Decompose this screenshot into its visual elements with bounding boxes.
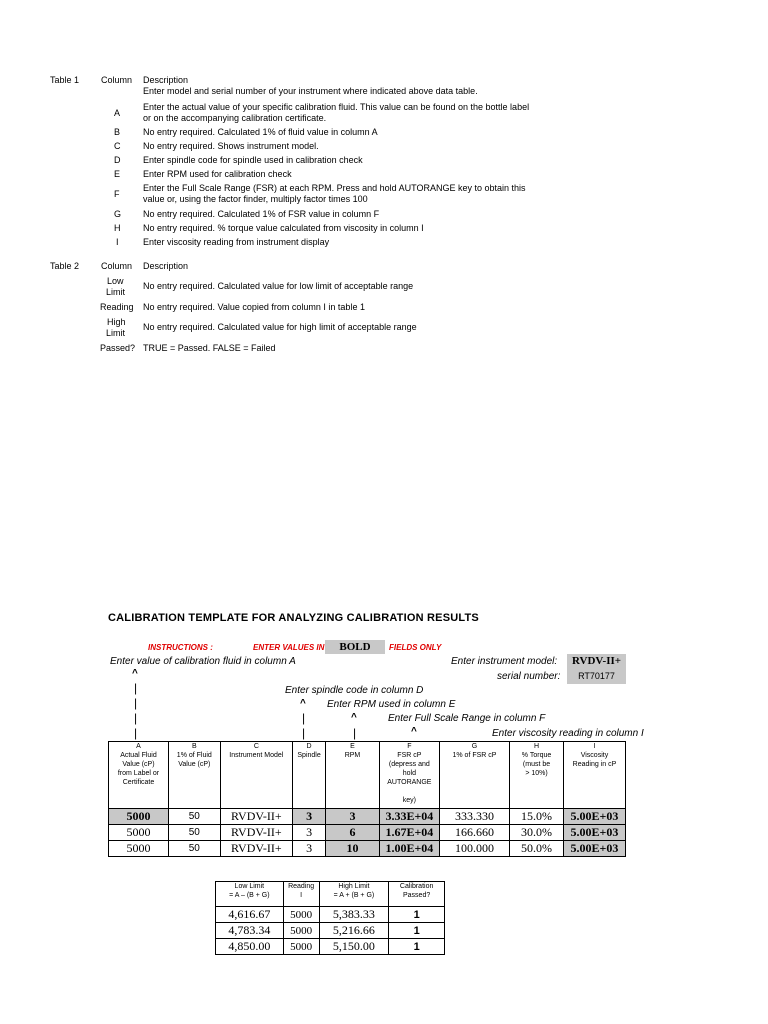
table2-desc-low: No entry required. Calculated value for low limit of acceptable range [143, 281, 414, 291]
table1-col-d: D [114, 155, 121, 165]
bold-example-box: BOLD [325, 640, 385, 654]
results-row-1 [216, 907, 445, 923]
cell-viscosity-reading[interactable]: 5.00E+03 [563, 809, 625, 825]
table1-column-header: Column [101, 75, 133, 85]
results-header-reading: Reading I [283, 882, 319, 907]
table2-column-header: Column [101, 261, 133, 271]
calibration-row-3 [109, 841, 626, 857]
enter-values-text: ENTER VALUES IN [253, 643, 325, 652]
pipe-col-a-3: | [134, 711, 138, 725]
pipe-col-e: | [353, 726, 357, 740]
hint-viscosity: Enter viscosity reading in column I [492, 728, 644, 739]
pipe-col-a-2: | [134, 696, 138, 710]
table1-label: Table 1 [50, 75, 80, 85]
results-row-3 [216, 939, 445, 955]
table1-description-header: Description [143, 75, 189, 85]
header-col-f: F FSR cP (depress and hold AUTORANGE key) [379, 742, 439, 809]
calibration-row-2 [109, 825, 626, 841]
cell-fluid-value: 5000 [109, 841, 169, 857]
header-col-c: C Instrument Model [220, 742, 292, 809]
results-table [215, 881, 445, 955]
cell-low-limit: 4,783.34 [216, 923, 284, 939]
table1-col-g: G [114, 209, 122, 219]
cell-instrument-model: RVDV-II+ [220, 841, 292, 857]
cell-spindle: 3 [293, 825, 326, 841]
table2-col-high-1: High [107, 317, 126, 327]
cell-instrument-model: RVDV-II+ [220, 809, 292, 825]
header-col-d: D Spindle [293, 742, 326, 809]
cell-viscosity-reading[interactable]: 5.00E+03 [563, 825, 625, 841]
table1-desc-a-2: or on the accompanying calibration certificate. [143, 113, 327, 123]
cell-instrument-model: RVDV-II+ [220, 825, 292, 841]
cell-torque: 15.0% [510, 809, 564, 825]
caret-col-f: ^ [411, 726, 417, 737]
cell-one-percent-fsr: 166.660 [439, 825, 509, 841]
table2-desc-reading: No entry required. Value copied from column I in table 1 [143, 302, 365, 312]
results-header-passed: Calibration Passed? [389, 882, 445, 907]
pipe-col-d-2: | [302, 726, 306, 740]
pipe-col-a-1: | [134, 681, 138, 695]
calibration-table [108, 741, 626, 857]
table1-col-c: C [114, 141, 121, 151]
cell-viscosity-reading[interactable]: 5.00E+03 [563, 841, 625, 857]
cell-one-percent-fsr: 333.330 [439, 809, 509, 825]
table2-label: Table 2 [50, 261, 80, 271]
table2-col-passed: Passed? [100, 343, 136, 353]
results-header-row [216, 882, 445, 907]
hint-rpm: Enter RPM used in column E [327, 699, 456, 710]
caret-col-a: ^ [132, 668, 138, 679]
cell-torque: 30.0% [510, 825, 564, 841]
table1-desc-a-1: Enter the actual value of your specific calibration fluid. This value can be found on the bottle label [143, 102, 530, 112]
table1-desc-i: Enter viscosity reading from instrument display [143, 237, 330, 247]
cell-spindle: 3 [293, 841, 326, 857]
cell-spindle[interactable]: 3 [293, 809, 326, 825]
calibration-header-row [109, 742, 626, 809]
table1-col-h: H [114, 223, 121, 233]
cell-one-percent-fsr: 100.000 [439, 841, 509, 857]
cell-fluid-value[interactable]: 5000 [109, 809, 169, 825]
results-row-2 [216, 923, 445, 939]
table1-desc-f-2: value or, using the factor finder, multiply factor times 100 [143, 194, 368, 204]
model-input[interactable]: RVDV-II+ [567, 654, 626, 669]
table2-col-high-2: Limit [106, 328, 126, 338]
table1-desc-b: No entry required. Calculated 1% of fluid value in column A [143, 127, 378, 137]
caret-col-d: ^ [300, 698, 306, 709]
caret-col-e: ^ [351, 712, 357, 723]
cell-one-percent-fluid: 50 [168, 809, 220, 825]
table1-desc-h: No entry required. % torque value calculated from viscosity in column I [143, 223, 424, 233]
table1-col-a: A [114, 108, 121, 118]
table1-desc-f-1: Enter the Full Scale Range (FSR) at each RPM. Press and hold AUTORANGE key to obtain this [143, 183, 526, 193]
cell-high-limit: 5,216.66 [319, 923, 389, 939]
cell-fluid-value: 5000 [109, 825, 169, 841]
instructions-label: INSTRUCTIONS : [148, 643, 213, 652]
cell-torque: 50.0% [510, 841, 564, 857]
results-header-high-limit: High Limit = A + (B + G) [319, 882, 389, 907]
table2-desc-high: No entry required. Calculated value for high limit of acceptable range [143, 322, 417, 332]
table1-desc-c: No entry required. Shows instrument model. [143, 141, 319, 151]
table1-desc-e: Enter RPM used for calibration check [143, 169, 292, 179]
cell-passed: 1 [389, 923, 445, 939]
cell-high-limit: 5,150.00 [319, 939, 389, 955]
table1-col-f: F [114, 189, 120, 199]
cell-reading: 5000 [283, 907, 319, 923]
calibration-row-1 [109, 809, 626, 825]
table2-col-reading: Reading [100, 302, 134, 312]
cell-fsr[interactable]: 1.67E+04 [379, 825, 439, 841]
table1-desc-d: Enter spindle code for spindle used in calibration check [143, 155, 363, 165]
table1-col-b: B [114, 127, 121, 137]
cell-low-limit: 4,616.67 [216, 907, 284, 923]
cell-one-percent-fluid: 50 [168, 825, 220, 841]
pipe-col-d-1: | [302, 711, 306, 725]
cell-one-percent-fluid: 50 [168, 841, 220, 857]
table1-col-i: I [116, 237, 119, 247]
hint-fsr: Enter Full Scale Range in column F [388, 713, 546, 724]
table2-col-low-1: Low [107, 276, 124, 286]
serial-label: serial number: [497, 671, 561, 682]
fields-only-text: FIELDS ONLY [389, 643, 442, 652]
template-title: CALIBRATION TEMPLATE FOR ANALYZING CALIBRATION RESULTS [108, 612, 479, 624]
table2-col-low-2: Limit [106, 287, 126, 297]
hint-spindle: Enter spindle code in column D [285, 685, 424, 696]
cell-fsr[interactable]: 3.33E+04 [379, 809, 439, 825]
table2-desc-passed: TRUE = Passed. FALSE = Failed [143, 343, 276, 353]
table1-col-e: E [114, 169, 121, 179]
serial-input[interactable]: RT70177 [567, 669, 626, 684]
pipe-col-a-4: | [134, 726, 138, 740]
cell-reading: 5000 [283, 923, 319, 939]
header-col-i: I Viscosity Reading in cP [563, 742, 625, 809]
model-label: Enter instrument model: [451, 656, 558, 667]
table1-desc-g: No entry required. Calculated 1% of FSR value in column F [143, 209, 380, 219]
header-col-h: H % Torque (must be > 10%) [510, 742, 564, 809]
cell-rpm[interactable]: 6 [326, 825, 380, 841]
header-col-b: B 1% of Fluid Value (cP) [168, 742, 220, 809]
cell-rpm[interactable]: 3 [326, 809, 380, 825]
results-header-low-limit: Low Limit = A – (B + G) [216, 882, 284, 907]
header-col-g: G 1% of FSR cP [439, 742, 509, 809]
cell-low-limit: 4,850.00 [216, 939, 284, 955]
hint-fluid-value: Enter value of calibration fluid in column A [110, 656, 296, 667]
cell-fsr[interactable]: 1.00E+04 [379, 841, 439, 857]
table2-description-header: Description [143, 261, 189, 271]
header-col-e: E RPM [326, 742, 380, 809]
cell-reading: 5000 [283, 939, 319, 955]
cell-rpm[interactable]: 10 [326, 841, 380, 857]
cell-high-limit: 5,383.33 [319, 907, 389, 923]
header-col-a: A Actual Fluid Value (cP) from Label or Certificate [109, 742, 169, 809]
cell-passed: 1 [389, 907, 445, 923]
table1-intro: Enter model and serial number of your instrument where indicated above data table. [143, 86, 478, 96]
cell-passed: 1 [389, 939, 445, 955]
